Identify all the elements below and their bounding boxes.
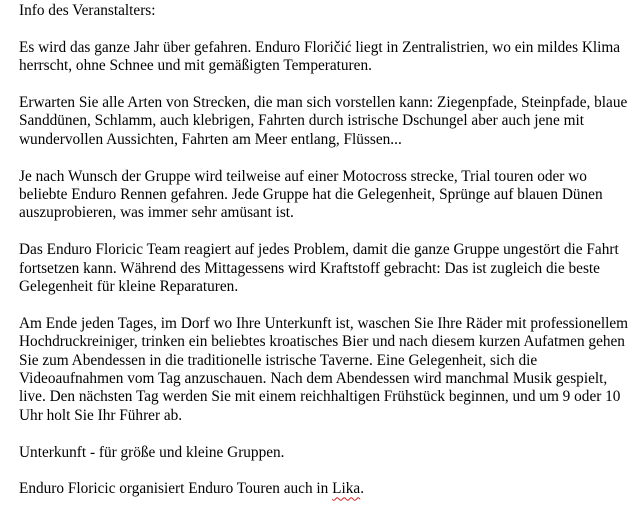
paragraph-accommodation: Unterkunft - für größe und kleine Gruppen. [19, 443, 285, 461]
paragraph-team-support: Das Enduro Floricic Team reagiert auf jedes Problem, damit die ganze Gruppe ungestört die Fahrt fortsetzen kann. Während des Mittagessens wird Kraftstoff gebracht: Das ist zugleich die beste Gelegenheit für kleine Reparaturen. [19, 241, 619, 296]
paragraph-daily-routine: Am Ende jeden Tages, im Dorf wo Ihre Unterkunft ist, waschen Sie Ihre Räder mit professionellem Hochdruckreiniger, trinken ein beliebtes kroatisches Bier und nach diesem kurzen Aufatmen gehen Sie zum Abendessen in die traditionelle istrische Taverne. Eine Gelegenheit, sich die Videoaufnahmen vom Tag anzuschauen. Nach dem Abendessen wird manchmal Musik gespielt, live. Den nächsten Tag werden Sie mit einem reichhaltigen Frühstück beginnen, und um 9 oder 10 Uhr holt Sie Ihr Führer ab. [19, 314, 629, 424]
document-body [19, 2, 631, 499]
lika-tours-text: Enduro Floricic organisiert Enduro Touren auch in [19, 480, 333, 498]
paragraph-lika-tours [19, 480, 631, 498]
paragraph-terrain: Erwarten Sie alle Arten von Strecken, die man sich vorstellen kann: Ziegenpfade, Steinpfade, blaue Sanddünen, Schlamm, auch klebrigen, Fahrten durch istrische Dschungel aber auch jene mit wundervollen Aussichten, Fahrten am Meer entlang, Flüssen... [19, 94, 628, 148]
lika-tours-period: . [360, 480, 365, 498]
paragraph-climate: Es wird das ganze Jahr über gefahren. Enduro Floričić liegt in Zentralistrien, wo ein mildes Klima herrscht, ohne Schnee und mit gemäßigten Temperaturen. [19, 38, 621, 75]
spellcheck-flagged-word[interactable]: Lika [332, 480, 361, 498]
paragraph-group-riding: Je nach Wunsch der Gruppe wird teilweise auf einer Motocross strecke, Trial touren oder wo beliebte Enduro Rennen gefahren. Jede Gruppe hat die Gelegenheit, Sprünge auf blauen Dünen auszuprobieren, was immer sehr amüsant ist. [19, 167, 603, 222]
document-heading: Info des Veranstalters: [19, 2, 156, 19]
